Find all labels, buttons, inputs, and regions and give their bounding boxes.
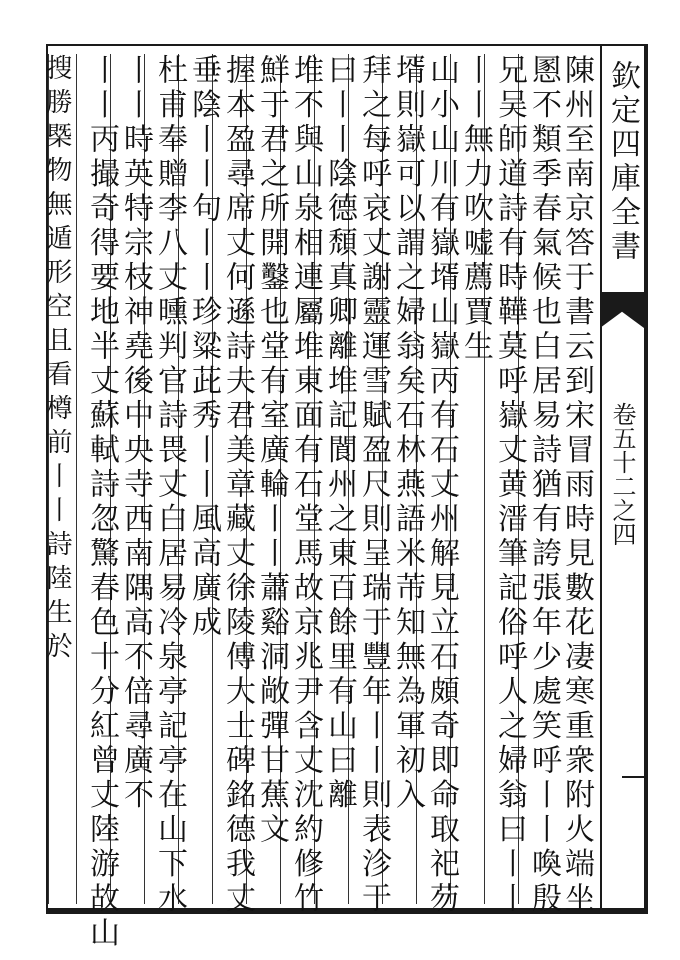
margin-volume: 卷五十二之四	[608, 402, 636, 546]
frame-top-border	[46, 44, 646, 46]
column-text: 丨丨無力吹嘘薦賈生	[458, 54, 493, 365]
column-text: 陳州至南京答于書云到宋冒雨時見數花凄寒重衆附火端坐	[559, 54, 594, 917]
column-text: 慁不類季春氣候也白居易詩猶有誇張年少處笑呼丨丨喚殷	[526, 54, 561, 917]
column-text: 杜甫奉贈李八丈曛判官詩畏丈白居易冷泉亭記亭在山下水	[152, 54, 187, 917]
column-text: 握本盈尋席丈何遜詩夫君美章藏丈徐陵傅大士碑銘德我丈	[220, 54, 255, 917]
margin-page-mark	[622, 776, 644, 778]
text-column	[42, 54, 77, 904]
column-text: 丨丨丙撮奇得要地半丈蘇軾詩忽驚春色十分紅曾丈陸游故山	[84, 54, 119, 951]
column-text: 堆不與山泉相連屬堆東面有石堂馬故京兆尹含丈沈約修竹	[288, 54, 323, 917]
column-text: 丨丨時英特宗枝神堯後中央寺西南隅高不倍尋廣不	[118, 54, 153, 813]
column-text: 兄吴師道詩有時鞾莫呼嶽丈黄溍筆記俗呼人之婦翁曰丨丨	[492, 54, 527, 917]
column-text: 垂陰丨丨句丨丨珍粱茈秀丨丨風高廣成	[186, 54, 221, 641]
column-text: 拜之每呼哀丈謝靈運雪賦盈尺則呈瑞于豐年丨丨則表沴于	[356, 54, 391, 917]
column-text: 搜勝槩物無遁形空且看樽前丨丨詩陸生於	[42, 54, 72, 666]
column-text: 曰丨丨陰德頹真卿離堆記閬州之東百餘里有山曰離	[322, 54, 357, 813]
margin-title: 欽定四庫全書	[605, 60, 640, 264]
column-text: 鮮于君之所開鑿也堂有室廣輪丨丨蕭谿洞敞彈甘蕉文	[254, 54, 289, 848]
column-text: 山小山川有嶽壻山嶽丙有石丈州解見立石頗奇即命取祀芴	[424, 54, 459, 917]
column-text: 壻則嶽可以謂之婦翁矣石林燕語米芾知無為軍初入	[390, 54, 425, 813]
text-column	[76, 54, 125, 951]
